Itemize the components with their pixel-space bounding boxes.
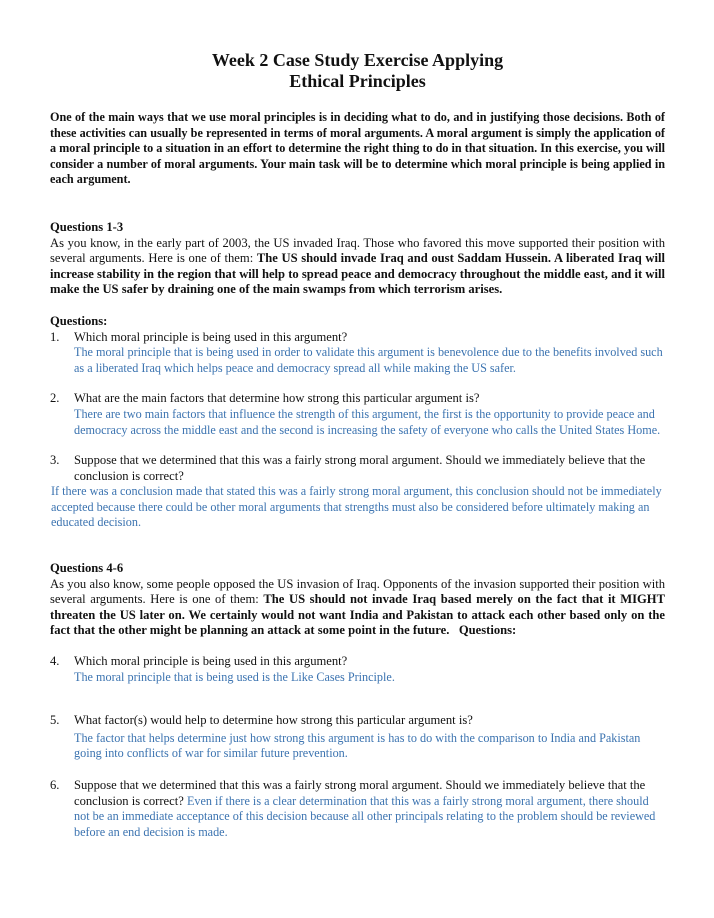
question-2 (50, 391, 665, 438)
intro-paragraph: One of the main ways that we use moral principles is in deciding what to do, and in justifying those decisions. Both of these activities can usually be represented in terms of moral arguments. A moral argument is simply the application of a moral principle to a situation in an effort to determine the right thing to do in that situation. In this exercise, you will consider a number of moral arguments. Your main task will be to determine which moral principle is being applied in each argument. (50, 110, 665, 187)
question-3 (50, 453, 665, 484)
answer-6: Even if there is a clear determination that this was a fairly strong moral argument, there should not be an immediate acceptance of this decision because all other principals relating to the problem should be reviewed before an end decision is made. (74, 793, 656, 839)
question-1 (50, 330, 665, 377)
question-6-text: Suppose that we determined that this was a fairly strong moral argument. Should we immediately believe that the conclusion is correct? (74, 778, 646, 808)
section-2-questions-label: Questions: (458, 623, 517, 638)
question-6-body (74, 778, 665, 840)
section-1-questions-label: Questions: (50, 313, 108, 328)
title-line-2: Ethical Principles (289, 71, 426, 91)
document-page (50, 50, 665, 840)
answer-2: There are two main factors that influence the strength of this argument, the first is the opportunity to provide peace and democracy across the middle east and the second is increasing the safety of everyone who calls the United States Home. (74, 406, 661, 437)
question-1-number: 1. (50, 329, 60, 344)
section-1-text: As you know, in the early part of 2003, the US invaded Iraq. Those who favored this move supported their position with several arguments. Here is one of them: (50, 235, 665, 266)
question-5-text: What factor(s) would help to determine how strong this particular argument is? (74, 713, 473, 728)
question-2-number: 2. (50, 391, 60, 406)
question-4-number: 4. (50, 654, 60, 669)
section-1-argument: The US should invade Iraq and oust Saddam Hussein. A liberated Iraq will increase stability in the region that will help to spread peace and democracy throughout the middle east, and it will make the US safer by draining one of the main swamps from which terrorism arises. (50, 251, 665, 297)
answer-5: The factor that helps determine just how strong this argument is has to do with the comparison to India and Pakistan going into conflicts of war for similar future prevention. (74, 730, 641, 761)
answer-1: The moral principle that is being used in order to validate this argument is benevolence due to the benefits involved such as a liberated Iraq which helps peace and democracy spread all while making the US safer. (74, 345, 663, 375)
title-line-1: Week 2 Case Study Exercise Applying (211, 50, 504, 70)
question-4 (50, 654, 665, 685)
question-6 (50, 778, 665, 840)
question-5 (50, 713, 665, 762)
section-2-text: As you also know, some people opposed the US invasion of Iraq. Opponents of the invasion supported their position with several arguments. Here is one of them: (50, 576, 665, 607)
section-1-heading: Questions 1-3 (50, 219, 124, 234)
question-6-number: 6. (50, 778, 60, 792)
document-title (50, 50, 665, 92)
section-2-argument: The US should not invade Iraq based merely on the fact that it MIGHT threaten the US later on. We certainly would not want India and Pakistan to attack each other based only on the fact that the other might be planning an attack at some point in the future. (50, 592, 665, 638)
answer-4: The moral principle that is being used is the Like Cases Principle. (74, 669, 395, 684)
section-2-scenario (50, 577, 665, 639)
question-2-text: What are the main factors that determine how strong this particular argument is? (74, 391, 480, 406)
question-4-text: Which moral principle is being used in this argument? (74, 654, 348, 669)
section-2-heading: Questions 4-6 (50, 561, 124, 576)
answer-3: If there was a conclusion made that stated this was a fairly strong moral argument, this conclusion should not be immediately accepted because there could be other moral arguments that strengths must also be considered before ultimately making an educated decision. (51, 484, 662, 530)
question-5-number: 5. (50, 713, 60, 728)
question-1-text: Which moral principle is being used in this argument? (74, 329, 348, 344)
question-3-number: 3. (50, 453, 60, 468)
section-1-scenario (50, 236, 665, 298)
question-3-text: Suppose that we determined that this was a fairly strong moral argument. Should we immediately believe that the conclusion is correct? (74, 453, 646, 483)
